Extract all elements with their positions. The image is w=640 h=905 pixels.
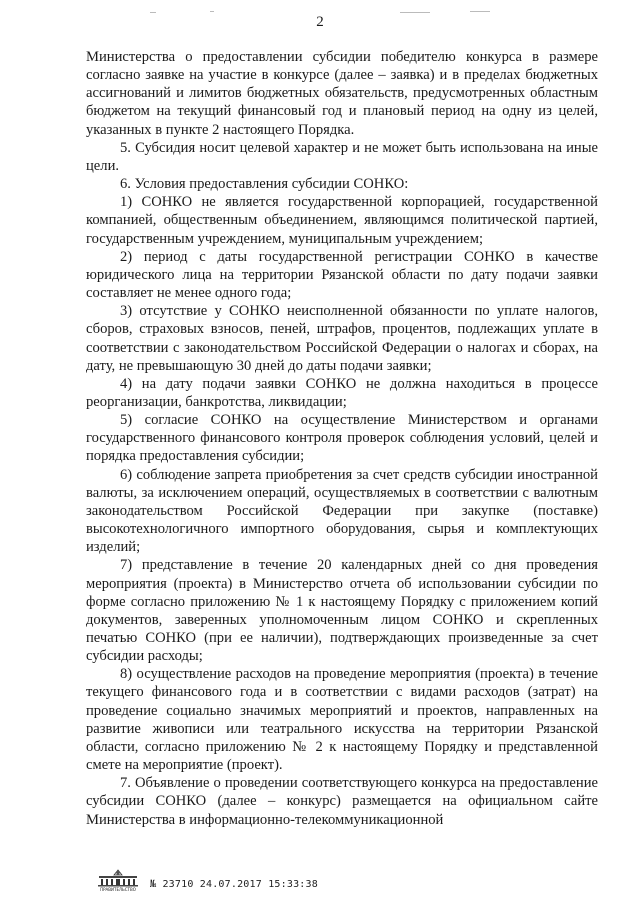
paragraph-item-6: 6. Условия предоставления субсидии СОНКО: [120, 176, 409, 193]
registration-stamp: № 23710 24.07.2017 15:33:38 [150, 879, 318, 890]
paragraph-item-5: 5. Субсидия носит целевой характер и не может быть использована на иные цели. [86, 139, 598, 174]
subitem-6-7: 7) представление в течение 20 календарных дней со дня проведения мероприятия (проекта) в Министерство отчета об использовании субсидии по форме согласно приложению № 1 к настоящему Порядку с приложением копий документов, заверенных уполномоченным лицом СОНКО и скрепленных печатью СОНКО (при ее наличии), подтверждающих произведенные за счет субсидии расходы; [86, 557, 598, 665]
subitem-6-3: 3) отсутствие у СОНКО неисполненной обязанности по уплате налогов, сборов, страховых взносов, пеней, штрафов, процентов, подлежащих уплате в соответствии с законодательством Российской Федерации о налогах и сборах, на дату, не превышающую 30 дней до даты подачи заявки; [86, 303, 598, 374]
paragraph-continuation: Министерства о предоставлении субсидии победителю конкурса в размере согласно заявке на участие в конкурсе (далее – заявка) и в пределах бюджетных ассигнований и лимитов бюджетных обязательств, предусмотренных областным бюджетом на текущий финансовый год и плановый период на одну из целей, указанных в пункте 2 настоящего Порядка. [86, 49, 598, 138]
scan-mark [470, 11, 490, 12]
document-footer [96, 866, 318, 892]
paragraph-item-7: 7. Объявление о проведении соответствующего конкурса на предоставление субсидии СОНКО (далее – конкурс) размещается на официальном сайте Министерства в информационно-телекоммуникационной [86, 775, 598, 828]
page-number: 2 [316, 14, 324, 30]
document-body [86, 48, 598, 829]
subitem-6-4: 4) на дату подачи заявки СОНКО не должна находиться в процессе реорганизации, банкротства, ликвидации; [86, 375, 598, 410]
logo-caption: ПРАВИТЕЛЬСТВО [100, 887, 136, 892]
scan-mark [210, 11, 214, 12]
scan-mark [150, 12, 156, 13]
subitem-6-8: 8) осуществление расходов на проведение мероприятия (проекта) в течение текущего финансового года и в соответствии с видами расходов (затрат) на проведение социально значимых мероприятий и проектов, направленных на развитие живописи или театрального искусства на территории Рязанской области, согласно приложению № 2 к настоящему Порядку и представленной смете на мероприятие (проект). [86, 666, 598, 774]
subitem-6-5: 5) согласие СОНКО на осуществление Министерством и органами государственного финансового контроля проверок соблюдения условий, целей и порядка предоставления субсидии; [86, 412, 598, 465]
scan-mark [400, 12, 430, 13]
subitem-6-2: 2) период с даты государственной регистрации СОНКО в качестве юридического лица на территории Рязанской области по дату подачи заявки составляет не менее одного года; [86, 248, 598, 302]
government-logo [96, 868, 140, 892]
subitem-6-6: 6) соблюдение запрета приобретения за счет средств субсидии иностранной валюты, за исключением операций, осуществляемых в соответствии с валютным законодательством Российской Федерации при закупке (поставке) высокотехнологичного импортного оборудования, сырья и комплектующих изделий; [86, 466, 598, 556]
subitem-6-1: 1) СОНКО не является государственной корпорацией, государственной компанией, общественным объединением, являющимся политической партией, государственным учреждением, муниципальным учреждением; [86, 194, 598, 247]
